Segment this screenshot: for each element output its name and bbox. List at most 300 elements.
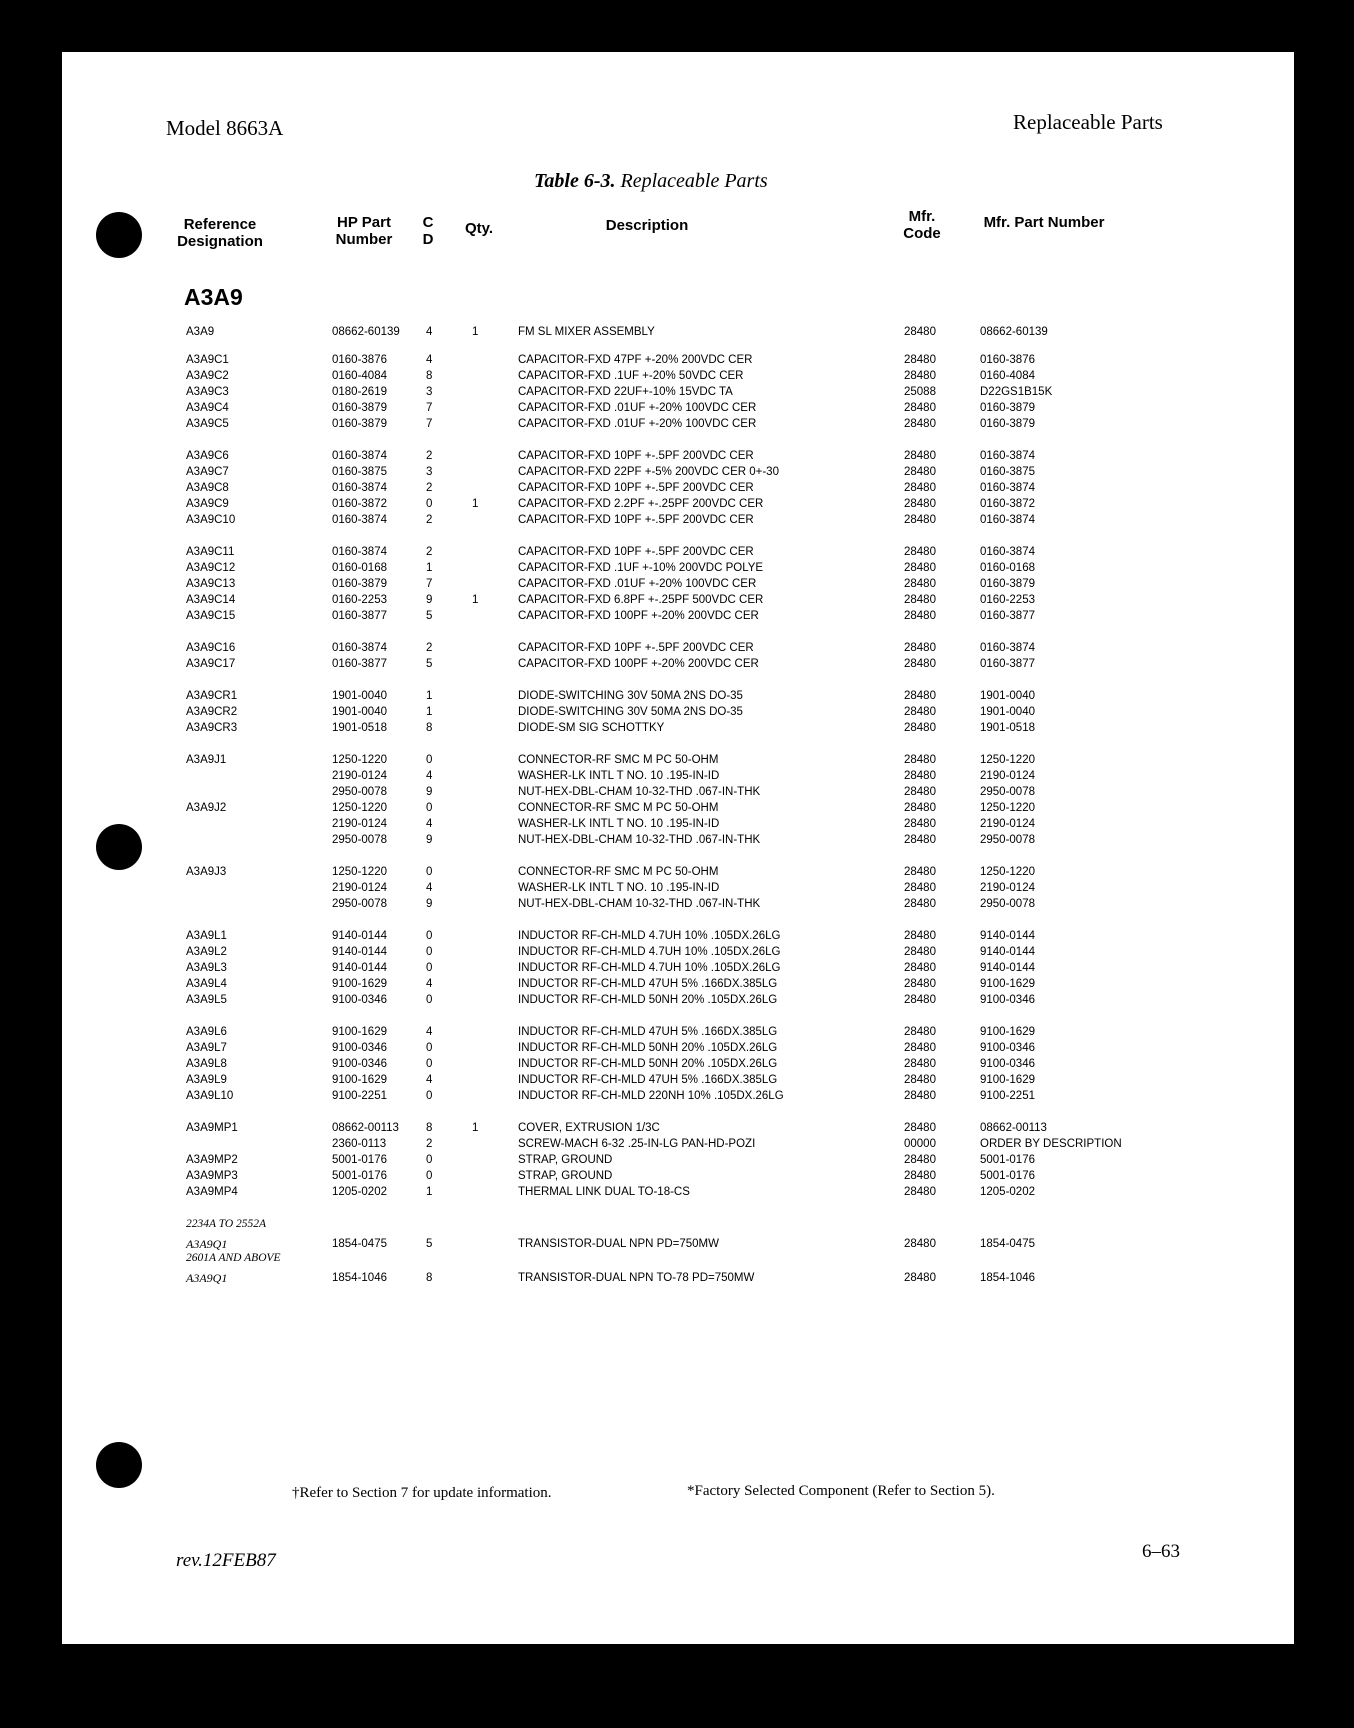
mfr-code-cell: 28480 — [904, 770, 936, 782]
cd-cell: 9 — [426, 898, 433, 910]
mfr-code-cell: 28480 — [904, 946, 936, 958]
mfr-part-cell: 0160-3874 — [980, 546, 1035, 558]
table-row — [62, 352, 1294, 368]
mfr-part-cell: 9140-0144 — [980, 962, 1035, 974]
cd-cell: 0 — [426, 1058, 433, 1070]
ref-cell: A3A9Q1 — [186, 1271, 228, 1285]
cd-cell: 0 — [426, 1154, 433, 1166]
mfr-code-cell: 28480 — [904, 1058, 936, 1070]
section-title: A3A9 — [184, 284, 243, 310]
mfr-part-cell: 2190-0124 — [980, 818, 1035, 830]
mfr-part-cell: 9100-1629 — [980, 1074, 1035, 1086]
ref-cell: A3A9C16 — [186, 642, 236, 654]
ref-cell: A3A9J1 — [186, 754, 227, 766]
hp-part-cell: 0160-3875 — [332, 466, 387, 478]
cd-cell: 0 — [426, 994, 433, 1006]
cd-cell: 8 — [426, 1122, 433, 1134]
mfr-part-cell: 1901-0040 — [980, 690, 1035, 702]
description-cell: INDUCTOR RF-CH-MLD 47UH 5% .166DX.385LG — [518, 1074, 778, 1086]
factory-footnote: *Factory Selected Component (Refer to Section 5). — [687, 1483, 995, 1499]
cd-cell: 4 — [426, 818, 433, 830]
hp-part-cell: 0160-3874 — [332, 514, 387, 526]
cd-cell: 2 — [426, 546, 433, 558]
mfr-part-cell: 0160-3874 — [980, 642, 1035, 654]
cd-cell: 0 — [426, 1170, 433, 1182]
description-cell: CAPACITOR-FXD 10PF +-.5PF 200VDC CER — [518, 482, 754, 494]
column-header-description: Description — [605, 217, 689, 234]
hp-part-cell: 2360-0113 — [332, 1138, 387, 1150]
cd-cell: 1 — [426, 706, 433, 718]
hp-part-cell: 9100-0346 — [332, 1042, 387, 1054]
mfr-code-cell: 28480 — [904, 930, 936, 942]
table-row — [62, 800, 1294, 816]
ref-cell: A3A9L3 — [186, 962, 227, 974]
hp-part-cell: 9100-0346 — [332, 994, 387, 1006]
mfr-code-cell: 28480 — [904, 1186, 936, 1198]
mfr-part-cell: 0160-3877 — [980, 658, 1035, 670]
hp-part-cell: 1854-1046 — [332, 1272, 387, 1284]
ref-cell: A3A9C1 — [186, 354, 229, 366]
table-row — [62, 448, 1294, 464]
hp-part-cell: 0160-3874 — [332, 482, 387, 494]
ref-cell: A3A9MP4 — [186, 1186, 238, 1198]
ref-cell: A3A9L9 — [186, 1074, 227, 1086]
ref-cell: A3A9J3 — [186, 866, 227, 878]
ref-cell: A3A9C15 — [186, 610, 236, 622]
column-header-mfr-code-line2: Code — [903, 225, 941, 242]
description-cell: CAPACITOR-FXD 6.8PF +-.25PF 500VDC CER — [518, 594, 764, 606]
cd-cell: 0 — [426, 802, 433, 814]
hp-part-cell: 0160-3879 — [332, 578, 387, 590]
ref-cell: A3A9C10 — [186, 514, 236, 526]
table-row — [62, 1040, 1294, 1056]
cd-cell: 9 — [426, 786, 433, 798]
mfr-part-cell: 9100-1629 — [980, 1026, 1035, 1038]
ref-cell: A3A9L5 — [186, 994, 227, 1006]
table-row — [62, 464, 1294, 480]
ref-cell: A3A9C11 — [186, 546, 235, 558]
cd-cell: 0 — [426, 866, 433, 878]
table-title — [534, 170, 768, 193]
table-row — [62, 784, 1294, 800]
hp-part-cell: 2950-0078 — [332, 786, 387, 798]
description-cell: INDUCTOR RF-CH-MLD 50NH 20% .105DX.26LG — [518, 994, 778, 1006]
mfr-code-cell: 28480 — [904, 1042, 936, 1054]
column-header-reference-line1: Reference — [183, 216, 257, 233]
mfr-code-cell: 28480 — [904, 514, 936, 526]
column-header-mfr-part: Mfr. Part Number — [983, 214, 1105, 231]
table-row — [62, 752, 1294, 768]
cd-cell: 4 — [426, 1074, 433, 1086]
hp-part-cell: 9100-2251 — [332, 1090, 387, 1102]
mfr-code-cell: 25088 — [904, 386, 936, 398]
description-cell: CAPACITOR-FXD .1UF +-20% 50VDC CER — [518, 370, 744, 382]
table-number: Table 6-3. — [534, 170, 616, 192]
mfr-part-cell: D22GS1B15K — [980, 386, 1053, 398]
mfr-code-cell: 28480 — [904, 818, 936, 830]
table-row — [62, 576, 1294, 592]
description-cell: CAPACITOR-FXD 10PF +-.5PF 200VDC CER — [518, 546, 754, 558]
description-cell: CAPACITOR-FXD 10PF +-.5PF 200VDC CER — [518, 450, 754, 462]
mfr-code-cell: 28480 — [904, 1122, 936, 1134]
ref-cell: A3A9L2 — [186, 946, 227, 958]
description-cell: CAPACITOR-FXD .01UF +-20% 100VDC CER — [518, 418, 757, 430]
column-header-mfr-code — [892, 208, 952, 242]
cd-cell: 2 — [426, 450, 433, 462]
column-header-hp-part-line1: HP Part — [337, 214, 391, 231]
table-row — [62, 368, 1294, 384]
cd-cell: 7 — [426, 418, 433, 430]
cd-cell: 3 — [426, 466, 433, 478]
mfr-part-cell: 5001-0176 — [980, 1170, 1035, 1182]
table-row — [62, 1152, 1294, 1168]
hp-part-cell: 2190-0124 — [332, 818, 387, 830]
qty-cell: 1 — [472, 594, 479, 606]
mfr-part-cell: 0160-3872 — [980, 498, 1035, 510]
description-cell: DIODE-SWITCHING 30V 50MA 2NS DO-35 — [518, 690, 743, 702]
cd-cell: 9 — [426, 594, 433, 606]
hp-part-cell: 0160-3872 — [332, 498, 387, 510]
table-row — [62, 1056, 1294, 1072]
hp-part-cell: 5001-0176 — [332, 1170, 387, 1182]
hp-part-cell: 1901-0040 — [332, 706, 387, 718]
mfr-code-cell: 28480 — [904, 354, 936, 366]
hp-part-cell: 1250-1220 — [332, 754, 387, 766]
table-caption: Replaceable Parts — [615, 170, 768, 192]
mfr-code-cell: 28480 — [904, 1090, 936, 1102]
mfr-part-cell: 1205-0202 — [980, 1186, 1035, 1198]
mfr-code-cell: 28480 — [904, 834, 936, 846]
description-cell: CAPACITOR-FXD 100PF +-20% 200VDC CER — [518, 610, 759, 622]
table-row — [62, 512, 1294, 528]
ref-cell: A3A9C9 — [186, 498, 229, 510]
mfr-part-cell: 9100-0346 — [980, 994, 1035, 1006]
description-cell: INDUCTOR RF-CH-MLD 47UH 5% .166DX.385LG — [518, 978, 778, 990]
cd-cell: 5 — [426, 1238, 433, 1250]
table-row — [62, 560, 1294, 576]
table-row — [62, 1024, 1294, 1040]
hp-part-cell: 9100-1629 — [332, 1026, 387, 1038]
mfr-part-cell: 0160-3879 — [980, 578, 1035, 590]
hp-part-cell: 0180-2619 — [332, 386, 387, 398]
binder-hole — [96, 1442, 142, 1488]
qty-cell: 1 — [472, 326, 479, 338]
ref-cell: A3A9L10 — [186, 1090, 234, 1102]
ref-cell: A3A9CR1 — [186, 690, 238, 702]
cd-cell: 4 — [426, 326, 433, 338]
column-header-cd-line1: C — [422, 214, 434, 231]
hp-part-cell: 2190-0124 — [332, 882, 387, 894]
revision-label: rev.12FEB87 — [176, 1550, 276, 1571]
mfr-part-cell: 5001-0176 — [980, 1154, 1035, 1166]
cd-cell: 2 — [426, 642, 433, 654]
cd-cell: 4 — [426, 978, 433, 990]
table-row — [62, 592, 1294, 608]
column-header-cd-line2: D — [422, 231, 434, 248]
description-cell: TRANSISTOR-DUAL NPN PD=750MW — [518, 1238, 719, 1250]
hp-part-cell: 9140-0144 — [332, 962, 387, 974]
column-header-hp-part — [324, 214, 404, 248]
table-row — [62, 1136, 1294, 1152]
table-row — [62, 816, 1294, 832]
serial-range-note: 2601A AND ABOVE — [186, 1252, 281, 1264]
description-cell: CAPACITOR-FXD 22PF +-5% 200VDC CER 0+-30 — [518, 466, 779, 478]
cd-cell: 0 — [426, 1090, 433, 1102]
ref-cell: A3A9CR2 — [186, 706, 238, 718]
mfr-part-cell: 9100-0346 — [980, 1058, 1035, 1070]
section-header: Replaceable Parts — [1013, 110, 1163, 134]
mfr-code-cell: 28480 — [904, 466, 936, 478]
hp-part-cell: 0160-4084 — [332, 370, 387, 382]
description-cell: INDUCTOR RF-CH-MLD 50NH 20% .105DX.26LG — [518, 1042, 778, 1054]
mfr-code-cell: 28480 — [904, 786, 936, 798]
mfr-part-cell: 0160-3875 — [980, 466, 1035, 478]
ref-cell: A3A9MP3 — [186, 1170, 238, 1182]
hp-part-cell: 0160-3874 — [332, 642, 387, 654]
mfr-part-cell: 1854-0475 — [980, 1238, 1035, 1250]
description-cell: CAPACITOR-FXD 47PF +-20% 200VDC CER — [518, 354, 753, 366]
ref-cell: A3A9C3 — [186, 386, 229, 398]
binder-hole — [96, 212, 142, 258]
hp-part-cell: 2190-0124 — [332, 770, 387, 782]
mfr-part-cell: 9140-0144 — [980, 946, 1035, 958]
mfr-code-cell: 28480 — [904, 418, 936, 430]
description-cell: CAPACITOR-FXD 2.2PF +-.25PF 200VDC CER — [518, 498, 764, 510]
table-row — [62, 976, 1294, 992]
mfr-part-cell: 9100-1629 — [980, 978, 1035, 990]
table-row — [62, 960, 1294, 976]
column-header-hp-part-line2: Number — [335, 231, 393, 248]
table-row — [62, 416, 1294, 432]
ref-cell: A3A9MP2 — [186, 1154, 238, 1166]
cd-cell: 5 — [426, 658, 433, 670]
cd-cell: 4 — [426, 1026, 433, 1038]
cd-cell: 9 — [426, 834, 433, 846]
table-row — [62, 1236, 1294, 1252]
hp-part-cell: 0160-3874 — [332, 546, 387, 558]
table-row — [62, 544, 1294, 560]
description-cell: INDUCTOR RF-CH-MLD 4.7UH 10% .105DX.26LG — [518, 962, 781, 974]
cd-cell: 0 — [426, 930, 433, 942]
column-header-mfr-code-line1: Mfr. — [908, 208, 936, 225]
ref-cell: A3A9C7 — [186, 466, 229, 478]
description-cell: FM SL MIXER ASSEMBLY — [518, 326, 655, 338]
column-header-reference — [166, 216, 274, 250]
mfr-part-cell: 9140-0144 — [980, 930, 1035, 942]
hp-part-cell: 0160-3879 — [332, 402, 387, 414]
mfr-part-cell: 0160-3879 — [980, 402, 1035, 414]
binder-hole — [96, 824, 142, 870]
hp-part-cell: 0160-3879 — [332, 418, 387, 430]
cd-cell: 7 — [426, 402, 433, 414]
mfr-code-cell: 28480 — [904, 882, 936, 894]
hp-part-cell: 1205-0202 — [332, 1186, 387, 1198]
mfr-code-cell: 28480 — [904, 326, 936, 338]
mfr-part-cell: 1901-0518 — [980, 722, 1035, 734]
description-cell: INDUCTOR RF-CH-MLD 220NH 10% .105DX.26LG — [518, 1090, 784, 1102]
table-row — [62, 688, 1294, 704]
cd-cell: 2 — [426, 482, 433, 494]
mfr-part-cell: 0160-3874 — [980, 482, 1035, 494]
mfr-part-cell: 2950-0078 — [980, 834, 1035, 846]
mfr-part-cell: 2190-0124 — [980, 882, 1035, 894]
ref-cell: A3A9L8 — [186, 1058, 227, 1070]
mfr-code-cell: 28480 — [904, 978, 936, 990]
mfr-part-cell: 9100-0346 — [980, 1042, 1035, 1054]
table-row — [62, 1270, 1294, 1286]
cd-cell: 5 — [426, 610, 433, 622]
hp-part-cell: 9100-1629 — [332, 978, 387, 990]
table-row — [62, 1088, 1294, 1104]
table-row — [62, 864, 1294, 880]
table-row — [62, 1168, 1294, 1184]
mfr-code-cell: 28480 — [904, 1272, 936, 1284]
description-cell: SCREW-MACH 6-32 .25-IN-LG PAN-HD-POZI — [518, 1138, 756, 1150]
cd-cell: 8 — [426, 370, 433, 382]
hp-part-cell: 08662-60139 — [332, 326, 400, 338]
ref-cell: A3A9J2 — [186, 802, 227, 814]
cd-cell: 8 — [426, 722, 433, 734]
column-header-reference-line2: Designation — [177, 233, 263, 250]
table-row — [62, 720, 1294, 736]
cd-cell: 0 — [426, 1042, 433, 1054]
cd-cell: 8 — [426, 1272, 433, 1284]
mfr-part-cell: 1901-0040 — [980, 706, 1035, 718]
cd-cell: 2 — [426, 514, 433, 526]
cd-cell: 7 — [426, 578, 433, 590]
mfr-part-cell: 0160-3876 — [980, 354, 1035, 366]
description-cell: INDUCTOR RF-CH-MLD 50NH 20% .105DX.26LG — [518, 1058, 778, 1070]
description-cell: WASHER-LK INTL T NO. 10 .195-IN-ID — [518, 770, 720, 782]
description-cell: CONNECTOR-RF SMC M PC 50-OHM — [518, 802, 719, 814]
ref-cell: A3A9L4 — [186, 978, 227, 990]
table-row — [62, 656, 1294, 672]
cd-cell: 1 — [426, 562, 433, 574]
ref-cell: A3A9C6 — [186, 450, 229, 462]
ref-cell: A3A9L6 — [186, 1026, 227, 1038]
serial-range-note: 2234A TO 2552A — [186, 1218, 267, 1230]
mfr-part-cell: 08662-60139 — [980, 326, 1048, 338]
cd-cell: 3 — [426, 386, 433, 398]
mfr-part-cell: 2190-0124 — [980, 770, 1035, 782]
mfr-code-cell: 28480 — [904, 578, 936, 590]
cd-cell: 1 — [426, 1186, 433, 1198]
hp-part-cell: 0160-2253 — [332, 594, 387, 606]
mfr-part-cell: ORDER BY DESCRIPTION — [980, 1138, 1122, 1150]
hp-part-cell: 0160-3876 — [332, 354, 387, 366]
ref-cell: A3A9C13 — [186, 578, 236, 590]
mfr-code-cell: 00000 — [904, 1138, 936, 1150]
description-cell: DIODE-SWITCHING 30V 50MA 2NS DO-35 — [518, 706, 743, 718]
description-cell: CAPACITOR-FXD .1UF +-10% 200VDC POLYE — [518, 562, 764, 574]
description-cell: CONNECTOR-RF SMC M PC 50-OHM — [518, 754, 719, 766]
qty-cell: 1 — [472, 1122, 479, 1134]
table-row — [62, 1072, 1294, 1088]
cd-cell: 4 — [426, 882, 433, 894]
description-cell: WASHER-LK INTL T NO. 10 .195-IN-ID — [518, 882, 720, 894]
mfr-part-cell: 0160-0168 — [980, 562, 1035, 574]
mfr-code-cell: 28480 — [904, 690, 936, 702]
table-row — [62, 832, 1294, 848]
table-row — [62, 880, 1294, 896]
ref-cell: A3A9L7 — [186, 1042, 227, 1054]
mfr-code-cell: 28480 — [904, 802, 936, 814]
mfr-part-cell: 0160-4084 — [980, 370, 1035, 382]
table-row — [62, 1120, 1294, 1136]
description-cell: CAPACITOR-FXD 100PF +-20% 200VDC CER — [518, 658, 759, 670]
hp-part-cell: 0160-0168 — [332, 562, 387, 574]
table-row — [62, 896, 1294, 912]
description-cell: THERMAL LINK DUAL TO-18-CS — [518, 1186, 690, 1198]
mfr-part-cell: 1250-1220 — [980, 802, 1035, 814]
mfr-part-cell: 0160-2253 — [980, 594, 1035, 606]
update-footnote: †Refer to Section 7 for update information. — [292, 1485, 552, 1501]
description-cell: WASHER-LK INTL T NO. 10 .195-IN-ID — [518, 818, 720, 830]
description-cell: DIODE-SM SIG SCHOTTKY — [518, 722, 665, 734]
mfr-part-cell: 2950-0078 — [980, 786, 1035, 798]
description-cell: INDUCTOR RF-CH-MLD 4.7UH 10% .105DX.26LG — [518, 946, 781, 958]
ref-cell: A3A9MP1 — [186, 1122, 238, 1134]
ref-cell: A3A9 — [186, 326, 215, 338]
description-cell: CAPACITOR-FXD .01UF +-20% 100VDC CER — [518, 402, 757, 414]
ref-cell: A3A9L1 — [186, 930, 227, 942]
mfr-code-cell: 28480 — [904, 562, 936, 574]
hp-part-cell: 0160-3877 — [332, 658, 387, 670]
description-cell: INDUCTOR RF-CH-MLD 47UH 5% .166DX.385LG — [518, 1026, 778, 1038]
mfr-code-cell: 28480 — [904, 754, 936, 766]
mfr-part-cell: 1854-1046 — [980, 1272, 1035, 1284]
cd-cell: 0 — [426, 498, 433, 510]
table-row — [62, 324, 1294, 340]
cd-cell: 0 — [426, 962, 433, 974]
mfr-code-cell: 28480 — [904, 450, 936, 462]
mfr-code-cell: 28480 — [904, 498, 936, 510]
mfr-code-cell: 28480 — [904, 546, 936, 558]
description-cell: STRAP, GROUND — [518, 1154, 613, 1166]
qty-cell: 1 — [472, 498, 479, 510]
hp-part-cell: 1901-0518 — [332, 722, 387, 734]
mfr-code-cell: 28480 — [904, 1026, 936, 1038]
description-cell: COVER, EXTRUSION 1/3C — [518, 1122, 660, 1134]
description-cell: NUT-HEX-DBL-CHAM 10-32-THD .067-IN-THK — [518, 834, 761, 846]
table-row — [62, 400, 1294, 416]
hp-part-cell: 9140-0144 — [332, 930, 387, 942]
table-row — [62, 496, 1294, 512]
mfr-code-cell: 28480 — [904, 962, 936, 974]
hp-part-cell: 1854-0475 — [332, 1238, 387, 1250]
cd-cell: 4 — [426, 770, 433, 782]
table-row — [62, 992, 1294, 1008]
mfr-code-cell: 28480 — [904, 994, 936, 1006]
ref-cell: A3A9C17 — [186, 658, 236, 670]
mfr-code-cell: 28480 — [904, 1074, 936, 1086]
page-number: 6–63 — [1142, 1541, 1180, 1562]
mfr-part-cell: 1250-1220 — [980, 754, 1035, 766]
table-row — [62, 944, 1294, 960]
table-row — [62, 928, 1294, 944]
hp-part-cell: 5001-0176 — [332, 1154, 387, 1166]
description-cell: NUT-HEX-DBL-CHAM 10-32-THD .067-IN-THK — [518, 898, 761, 910]
mfr-code-cell: 28480 — [904, 898, 936, 910]
table-row — [62, 1184, 1294, 1200]
hp-part-cell: 0160-3874 — [332, 450, 387, 462]
hp-part-cell: 9100-0346 — [332, 1058, 387, 1070]
table-row — [62, 768, 1294, 784]
mfr-code-cell: 28480 — [904, 1170, 936, 1182]
table-row — [62, 384, 1294, 400]
column-header-cd — [418, 214, 438, 248]
mfr-part-cell: 9100-2251 — [980, 1090, 1035, 1102]
